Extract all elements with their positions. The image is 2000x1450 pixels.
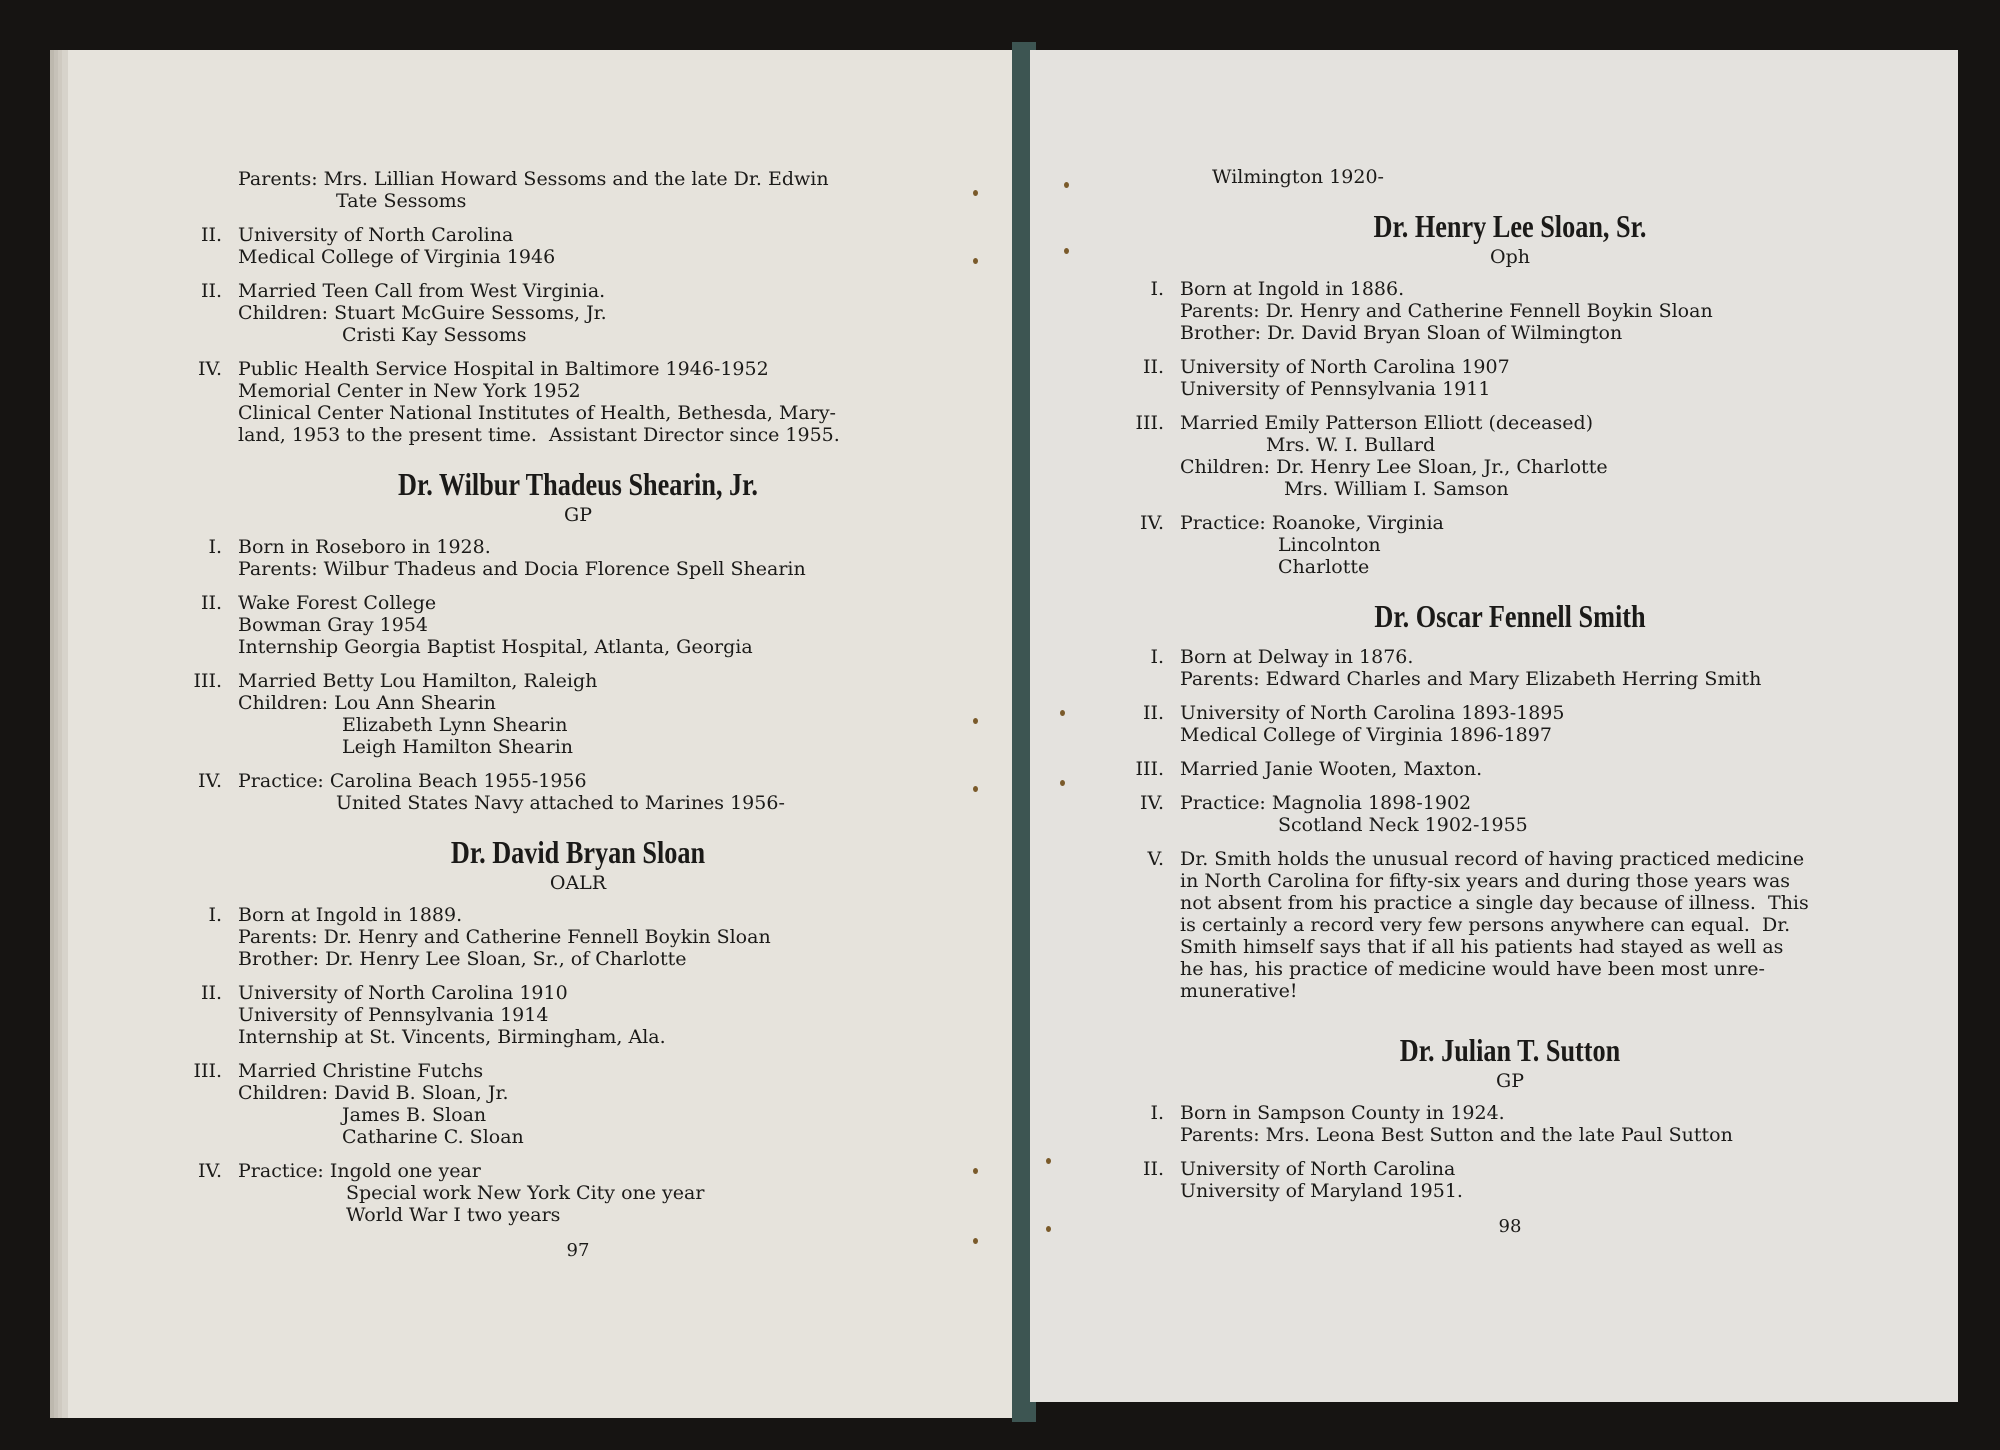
left-page-text <box>168 168 988 1262</box>
henry-sloan-birth: I. Born at Ingold in 1886. Parents: Dr. Henry and Catherine Fennell Boykin Sloan Brother: Dr. David Bryan Sloan of Wilmington <box>1150 278 1713 344</box>
right-intro: Wilmington 1920- <box>1212 166 1384 188</box>
binding-hole <box>973 1238 978 1244</box>
sutton-specialty: GP <box>1496 1070 1524 1092</box>
oscar-smith-practice: IV. Practice: Magnolia 1898-1902 Scotland Neck 1902-1955 <box>1140 792 1528 836</box>
shearin-heading: Dr. Wilbur Thadeus Shearin, Jr. <box>398 466 758 502</box>
right-page <box>1030 50 1958 1402</box>
binding-hole <box>1060 780 1065 786</box>
henry-sloan-heading: Dr. Henry Lee Sloan, Sr. <box>1373 208 1647 244</box>
david-sloan-practice: IV. Practice: Ingold one year Special work New York City one year World War I two years <box>198 1160 705 1226</box>
shearin-specialty: GP <box>564 504 592 526</box>
sessoms-practice: IV. Public Health Service Hospital in Baltimore 1946-1952 Memorial Center in New York 1952 Clinical Center National Institutes of Health, Bethesda, Mary- land, 1953 to the present time. Assistant Director since 1955. <box>198 358 840 446</box>
henry-sloan-specialty: Oph <box>1490 246 1530 268</box>
henry-sloan-family: III. Married Emily Patterson Elliott (deceased) Mrs. W. I. Bullard Children: Dr. Henry Lee Sloan, Jr., Charlotte Mrs. William I. Samson <box>1135 412 1608 500</box>
sessoms-parents: Parents: Mrs. Lillian Howard Sessoms and the late Dr. Edwin Tate Sessoms <box>238 168 829 212</box>
sessoms-education: II. University of North Carolina Medical College of Virginia 1946 <box>200 224 556 268</box>
binding-hole <box>1060 710 1065 716</box>
sutton-birth: I. Born in Sampson County in 1924. Parents: Mrs. Leona Best Sutton and the late Paul Sutton <box>1150 1102 1733 1146</box>
henry-sloan-education: II. University of North Carolina 1907 University of Pennsylvania 1911 <box>1142 356 1510 400</box>
sutton-heading: Dr. Julian T. Sutton <box>1399 1032 1621 1068</box>
page-number-right: 98 <box>1498 1216 1522 1237</box>
binding-hole <box>1046 1226 1051 1232</box>
oscar-smith-family: III. Married Janie Wooten, Maxton. <box>1135 758 1483 780</box>
david-sloan-specialty: OALR <box>549 872 607 894</box>
right-page-text <box>1110 166 1910 1238</box>
oscar-smith-note: V. Dr. Smith holds the unusual record of having practiced medicine in North Carolina for fifty-six years and during those years was not absent from his practice a single day because of illness. This is certainly a record very few persons anywhere can equal. Dr. Smith himself says that if all his patients had stayed as well as he has, his practice of medicine would have been most unre- munerative! <box>1147 848 1809 1002</box>
binding-hole <box>1064 182 1069 188</box>
sessoms-family: II. Married Teen Call from West Virginia. Children: Stuart McGuire Sessoms, Jr. Cristi Kay Sessoms <box>200 280 607 346</box>
henry-sloan-practice: IV. Practice: Roanoke, Virginia Lincolnton Charlotte <box>1140 512 1444 578</box>
binding-hole <box>1064 248 1069 254</box>
david-sloan-heading: Dr. David Bryan Sloan <box>450 834 706 870</box>
oscar-smith-birth: I. Born at Delway in 1876. Parents: Edward Charles and Mary Elizabeth Herring Smith <box>1150 646 1762 690</box>
shearin-practice: IV. Practice: Carolina Beach 1955-1956 United States Navy attached to Marines 1956- <box>198 770 785 814</box>
sutton-education: II. University of North Carolina University of Maryland 1951. <box>1142 1158 1463 1202</box>
binding-hole <box>973 786 978 792</box>
page-number-left: 97 <box>566 1240 590 1261</box>
binding-hole <box>973 718 978 724</box>
shearin-education: II. Wake Forest College Bowman Gray 1954 Internship Georgia Baptist Hospital, Atlanta, Georgia <box>200 592 753 658</box>
oscar-smith-education: II. University of North Carolina 1893-1895 Medical College of Virginia 1896-1897 <box>1142 702 1565 746</box>
oscar-smith-heading: Dr. Oscar Fennell Smith <box>1374 598 1646 634</box>
binding-hole <box>973 258 978 264</box>
binding-hole <box>973 190 978 196</box>
david-sloan-education: II. University of North Carolina 1910 University of Pennsylvania 1914 Internship at St. Vincents, Birmingham, Ala. <box>200 982 666 1048</box>
david-sloan-family: III. Married Christine Futchs Children: David B. Sloan, Jr. James B. Sloan Catharine C. Sloan <box>193 1060 524 1148</box>
david-sloan-birth: I. Born at Ingold in 1889. Parents: Dr. Henry and Catherine Fennell Boykin Sloan Brother: Dr. Henry Lee Sloan, Sr., of Charlotte <box>208 904 771 970</box>
shearin-family: III. Married Betty Lou Hamilton, Raleigh Children: Lou Ann Shearin Elizabeth Lynn Shearin Leigh Hamilton Shearin <box>193 670 598 758</box>
left-page <box>68 50 1030 1418</box>
binding-hole <box>1046 1158 1051 1164</box>
shearin-birth: I. Born in Roseboro in 1928. Parents: Wilbur Thadeus and Docia Florence Spell Shearin <box>208 536 806 580</box>
binding-hole <box>973 1168 978 1174</box>
